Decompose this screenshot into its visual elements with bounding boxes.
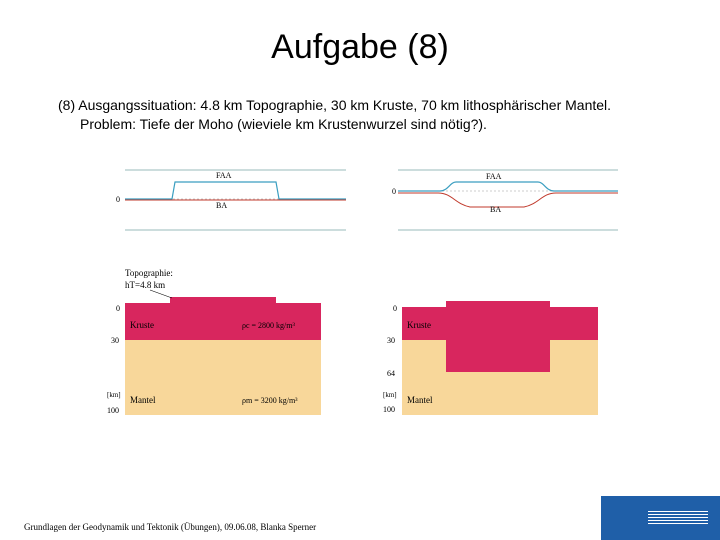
- left-faa-curve: [125, 182, 346, 199]
- right-depth-unit: [km]: [383, 391, 397, 399]
- left-rho-crust: ρc = 2800 kg/m³: [242, 321, 295, 330]
- right-depth-100: 100: [383, 405, 395, 414]
- left-crust-label: Kruste: [130, 320, 154, 330]
- left-anomaly-plot: [116, 170, 346, 230]
- right-zero-label: 0: [392, 187, 396, 196]
- footer-text: Grundlagen der Geodynamik und Tektonik (Übungen), 09.06.08, Blanka Sperner: [24, 522, 317, 532]
- left-depth-0: 0: [116, 304, 120, 313]
- left-mantle-label: Mantel: [130, 395, 156, 405]
- right-anomaly-plot: [392, 170, 618, 230]
- left-zero-label: 0: [116, 195, 120, 204]
- left-crust-block: [125, 297, 321, 340]
- left-ba-label: BA: [216, 201, 228, 210]
- right-ba-curve: [398, 193, 618, 207]
- task-line-2: Problem: Tiefe der Moho (wieviele km Krustenwurzel sind nötig?).: [80, 116, 487, 132]
- left-topo-pointer: [150, 290, 172, 298]
- right-faa-curve: [398, 182, 618, 191]
- right-depth-30: 30: [387, 336, 395, 345]
- left-topo-value: hT=4.8 km: [125, 280, 166, 290]
- right-model: [383, 301, 598, 415]
- right-mantle-label: Mantel: [407, 395, 433, 405]
- page-title: Aufgabe (8): [271, 28, 449, 66]
- task-line-1: (8) Ausgangssituation: 4.8 km Topographie, 30 km Kruste, 70 km lithosphärischer Mantel.: [58, 97, 612, 113]
- right-faa-label: FAA: [486, 172, 502, 181]
- right-crust-label: Kruste: [407, 320, 431, 330]
- left-topo-title: Topographie:: [125, 268, 173, 278]
- left-rho-mantle: ρm = 3200 kg/m³: [242, 396, 298, 405]
- right-depth-0: 0: [393, 304, 397, 313]
- left-depth-100: 100: [107, 406, 119, 415]
- brand-stripes-icon: [648, 511, 708, 526]
- right-depth-64: 64: [387, 369, 395, 378]
- left-depth-unit: [km]: [107, 391, 121, 399]
- page-number: 16: [615, 482, 629, 497]
- left-faa-label: FAA: [216, 171, 232, 180]
- left-depth-30: 30: [111, 336, 119, 345]
- left-model: [107, 268, 321, 415]
- right-ba-label: BA: [490, 205, 502, 214]
